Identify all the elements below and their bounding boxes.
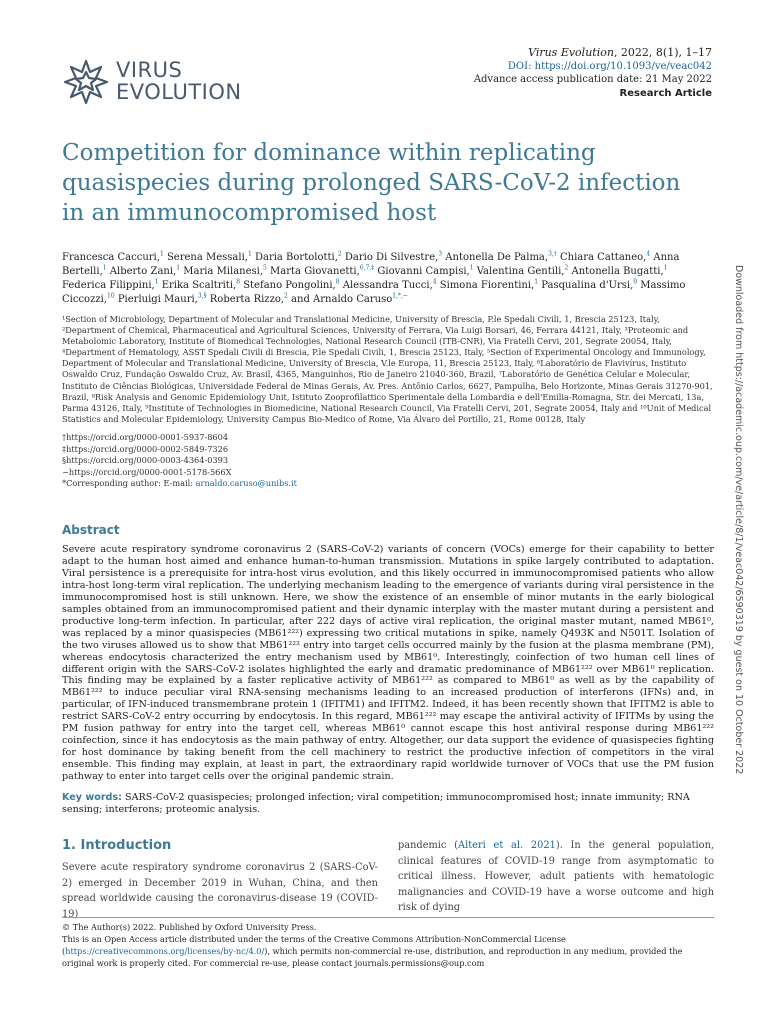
journal-name: Virus Evolution — [528, 46, 614, 59]
author-name: Antonella Bugatti, — [568, 266, 664, 277]
author-name: Massimo Ciccozzi, — [62, 280, 686, 305]
author-affiliation-marker: 2 — [337, 250, 342, 258]
license-link[interactable]: https://creativecommons.org/licenses/by-nc/4.0/ — [65, 946, 265, 956]
author-affiliation-marker: 8 — [236, 278, 241, 286]
article-title: Competition for dominance within replicating quasispecies during prolonged SARS-CoV-2 infection in an immunocompromised host — [62, 140, 681, 226]
author-name: Serena Messali, — [163, 252, 248, 263]
article-header — [474, 46, 712, 100]
author-affiliation-marker: 9 — [633, 278, 638, 286]
author-affiliation-marker: 3,† — [548, 250, 557, 258]
author-affiliation-marker: 10 — [107, 292, 115, 300]
corresponding-author — [62, 478, 462, 490]
author-affiliation-marker: 4 — [432, 278, 437, 286]
author-name: Pasqualina d'Ursi, — [538, 280, 634, 291]
orcid-list — [62, 432, 462, 490]
keywords — [62, 792, 714, 816]
doi-link[interactable]: https://doi.org/10.1093/ve/veac042 — [534, 60, 712, 72]
author-affiliation-marker: 1 — [247, 250, 252, 258]
orcid-link[interactable]: †https://orcid.org/0000-0001-5937-8604 — [62, 432, 229, 442]
author-name: Simona Fiorentini, — [436, 280, 535, 291]
author-name: and Arnaldo Caruso — [287, 294, 393, 305]
citation-details: , 2022, 8(1), 1–17 — [613, 46, 712, 59]
license-line: This is an Open Access article distributed under the terms of the Creative Commons Attribution-NonCommercial License — [62, 934, 566, 944]
author-name: Erika Scaltriti, — [158, 280, 237, 291]
footer-divider — [62, 917, 714, 918]
author-affiliation-marker: 2 — [564, 264, 569, 272]
author-name: Marta Giovanetti, — [266, 266, 360, 277]
abstract-text: Severe acute respiratory syndrome coronavirus 2 (SARS-CoV-2) variants of concern (VOCs) emerge for their capability to better adapt to the human host aimed and enhance human-to-human transmission. Mutations in spike largely contributed to adaptation. Viral persistence is a prerequisite for intra-host virus evolution, and this likely occurred in immunocompromised patients who allow intra-host long-term viral replication. The underlying mechanism leading to the emergence of variants during viral persistence in the immunocompromised host is still unknown. Here, we show the existence of an ensemble of minor mutants in the early biological samples obtained from an immunocompromised patient and their dynamic interplay with the master mutant during a persistent and productive long-term infection. In particular, after 222 days of active viral replication, the original master mutant, named MB61⁰, was replaced by a minor quasispecies (MB61²²²) expressing two critical mutations in spike, namely Q493K and N501T. Isolation of the two viruses allowed us to show that MB61²²² entry into target cells occurred mainly by the fusion at the plasma membrane (PM), whereas endocytosis characterized the entry mechanism used by MB61⁰. Interestingly, coinfection of two human cell lines of different origin with the SARS-CoV-2 isolates highlighted the early and dramatic predominance of MB61²²² over MB61⁰ replication. This finding may be explained by a faster replicative activity of MB61²²² as compared to MB61⁰ as well as by the capability of MB61²²² to induce peculiar viral RNA-sensing mechanisms leading to an increased production of interferons (IFNs) and, in particular, of IFN-induced transmembrane protein 1 (IFITM1) and IFITM2. Indeed, it has been recently shown that IFITM2 is able to restrict SARS-CoV-2 entry occurring by endocytosis. In this regard, MB61²²² may escape the antiviral activity of IFITMs by using the PM fusion pathway for entry into the target cell, whereas MB61⁰ cannot escape this host antiviral response during MB61²²² coinfection, since it has endocytosis as the main pathway of entry. Altogether, our data support the evidence of quasispecies fighting for host dominance by taking benefit from the cell machinery to restrict the productive infection of competitors in the viral ensemble. This finding may explain, at least in part, the extraordinary rapid worldwide turnover of VOCs that use the PM fusion pathway to enter into target cells over the original pandemic strain. — [62, 544, 714, 783]
orcid-link[interactable]: ‡https://orcid.org/0000-0002-5849-7326 — [62, 443, 229, 454]
author-name: Dario Di Silvestre, — [341, 252, 439, 263]
advance-access-date: Advance access publication date: 21 May 2022 — [473, 74, 712, 85]
author-affiliation-marker: 1 — [663, 264, 668, 272]
author-affiliation-marker: 6,7,‡ — [359, 264, 375, 272]
author-name: Pierluigi Mauri, — [114, 294, 198, 305]
author-name: Francesca Caccuri, — [62, 252, 160, 263]
author-name: Maria Milanesi, — [180, 266, 264, 277]
journal-logo — [62, 58, 272, 106]
author-affiliation-marker: 1 — [154, 278, 159, 286]
author-name: Alessandra Tucci, — [339, 280, 433, 291]
author-affiliation-marker: 3 — [438, 250, 443, 258]
corresponding-label: *Corresponding author: E-mail: — [62, 478, 196, 489]
author-name: Antonella De Palma, — [442, 252, 549, 263]
download-watermark: Downloaded from https://academic.oup.com/ve/article/8/1/veac042/6590319 by guest on 10 October 2022 — [733, 265, 744, 775]
citation-link[interactable]: Alteri et al. 2021 — [458, 840, 556, 851]
author-name: Chiara Cattaneo, — [556, 252, 647, 263]
author-affiliation-marker: 1 — [469, 264, 474, 272]
author-affiliation-marker: 1 — [159, 250, 164, 258]
keywords-text: SARS-CoV-2 quasispecies; prolonged infection; viral competition; immunocompromised host; innate immunity; RNA sensing; interferons; proteomic analysis. — [62, 792, 690, 815]
intro-right-pre: pandemic ( — [398, 840, 458, 851]
author-name: Giovanni Campisi, — [374, 266, 470, 277]
orcid-link[interactable]: §https://orcid.org/0000-0003-4364-0393 — [62, 455, 229, 466]
copyright-line: © The Author(s) 2022. Published by Oxford University Press. — [62, 922, 317, 932]
introduction-heading: 1. Introduction — [62, 838, 172, 853]
affiliations: ¹Section of Microbiology, Department of Molecular and Translational Medicine, University of Brescia, P.le Spedali Civili, 1, Brescia 25123, Italy, ²Department of Chemical, Pharmaceutical and Agricultural Sciences, University of Ferrara, Via Luigi Borsari, 46, Ferrara 44121, Italy, ³Proteomic and Metabolomic Laboratory, Institute of Biomedical Technologies, National Research Council (ITB-CNR), Via Fratelli Cervi, 201, Segrate 20054, Italy, ⁴Department of Hematology, ASST Spedali Civili di Brescia, P.le Spedali Civili, 1, Brescia 25123, Italy, ⁵Section of Experimental Oncology and Immunology, Department of Molecular and Translational Medicine, University of Brescia, V.le Europa, 11, Brescia 25123, Italy, ⁶Laboratório de Flavivírus, Instituto Oswaldo Cruz, Fundação Oswaldo Cruz, Av. Brasil, 4365, Manguinhos, Rio de Janeiro 21040-360, Brazil, ⁷Laboratório de Genética Celular e Molecular, Instituto de Ciências Biológicas, Universidade Federal de Minas Gerais, Av. Pres. Antônio Carlos, 6627, Pampulha, Belo Horizonte, Minas Gerais 31270-901, Brazil, ⁸Risk Analysis and Genomic Epidemiology Unit, Istituto Zooprofilattico Sperimentale della Lombardia e dell'Emilia-Romagna, Str. dei Mercati, 13a, Parma 43126, Italy, ⁹Institute of Technologies in Biomedicine, National Research Council, Via Fratelli Cervi, 201, Segrate 20054, Italy and ¹⁰Unit of Medical Statistics and Molecular Epidemiology, University Campus Bio-Medico of Rome, Via Álvaro del Portillo, 21, Rome 00128, Italy — [62, 314, 713, 424]
author-name: Valentina Gentili, — [473, 266, 565, 277]
author-affiliation-marker: 3,§ — [197, 292, 207, 300]
author-affiliation-marker: 5 — [263, 264, 267, 272]
author-name: Anna Bertelli, — [62, 252, 680, 277]
doi-line — [474, 60, 712, 74]
author-affiliation-marker: 1 — [176, 264, 181, 272]
author-affiliation-marker: 1 — [102, 264, 107, 272]
article-type: Research Article — [619, 87, 712, 99]
author-name: Roberta Rizzo, — [206, 294, 285, 305]
author-affiliation-marker: 1,*,~ — [392, 292, 408, 300]
corresponding-email-link[interactable]: arnaldo.caruso@unibs.it — [195, 478, 297, 489]
license-detail: (https://creativecommons.org/licenses/by-nc/4.0/), which permits non-commercial re-use, distribution, and reproduction in any medium, provided the original work is properly cited. For commercial re-use, please contact journals.permissions@oup.com — [62, 946, 683, 968]
journal-citation — [474, 46, 712, 60]
intro-right-post: ). In the general population, clinical features of COVID-19 range from asymptomatic to critical illness. However, adult patients with hematologic malignancies and COVID-19 have a worse outcome and high risk of dying — [398, 840, 715, 914]
abstract-heading: Abstract — [62, 523, 120, 537]
author-name: Daria Bortolotti, — [251, 252, 338, 263]
author-list — [62, 251, 714, 307]
author-name: Stefano Pongolini, — [240, 280, 336, 291]
author-name: Federica Filippini, — [62, 280, 155, 291]
author-affiliation-marker: 4 — [646, 250, 651, 258]
license-terms: , which permits non-commercial re-use, distribution, and reproduction in any medium, provided the original work is properly cited. For commercial re-use, please contact journals.permissions@oup.com — [62, 946, 683, 968]
copyright-footer — [62, 921, 714, 969]
author-affiliation-marker: 2 — [284, 292, 288, 300]
author-affiliation-marker: 8 — [335, 278, 340, 286]
logo-line-evolution: EVOLUTION — [116, 80, 242, 104]
author-affiliation-marker: 1 — [534, 278, 539, 286]
introduction-text-right — [398, 838, 714, 916]
logo-line-virus: VIRUS — [116, 58, 183, 82]
orcid-link[interactable]: ~https://orcid.org/0000-0001-5178-566X — [62, 466, 232, 477]
introduction-text-left: Severe acute respiratory syndrome coronavirus 2 (SARS-CoV-2) emerged in December 2019 in Wuhan, China, and then spread worldwide causing the coronavirus-disease 19 (COVID-19) — [62, 862, 378, 920]
virus-icon — [62, 58, 110, 106]
doi-label: DOI: — [507, 60, 535, 72]
keywords-label: Key words: — [62, 792, 122, 803]
author-name: Alberto Zani, — [106, 266, 177, 277]
